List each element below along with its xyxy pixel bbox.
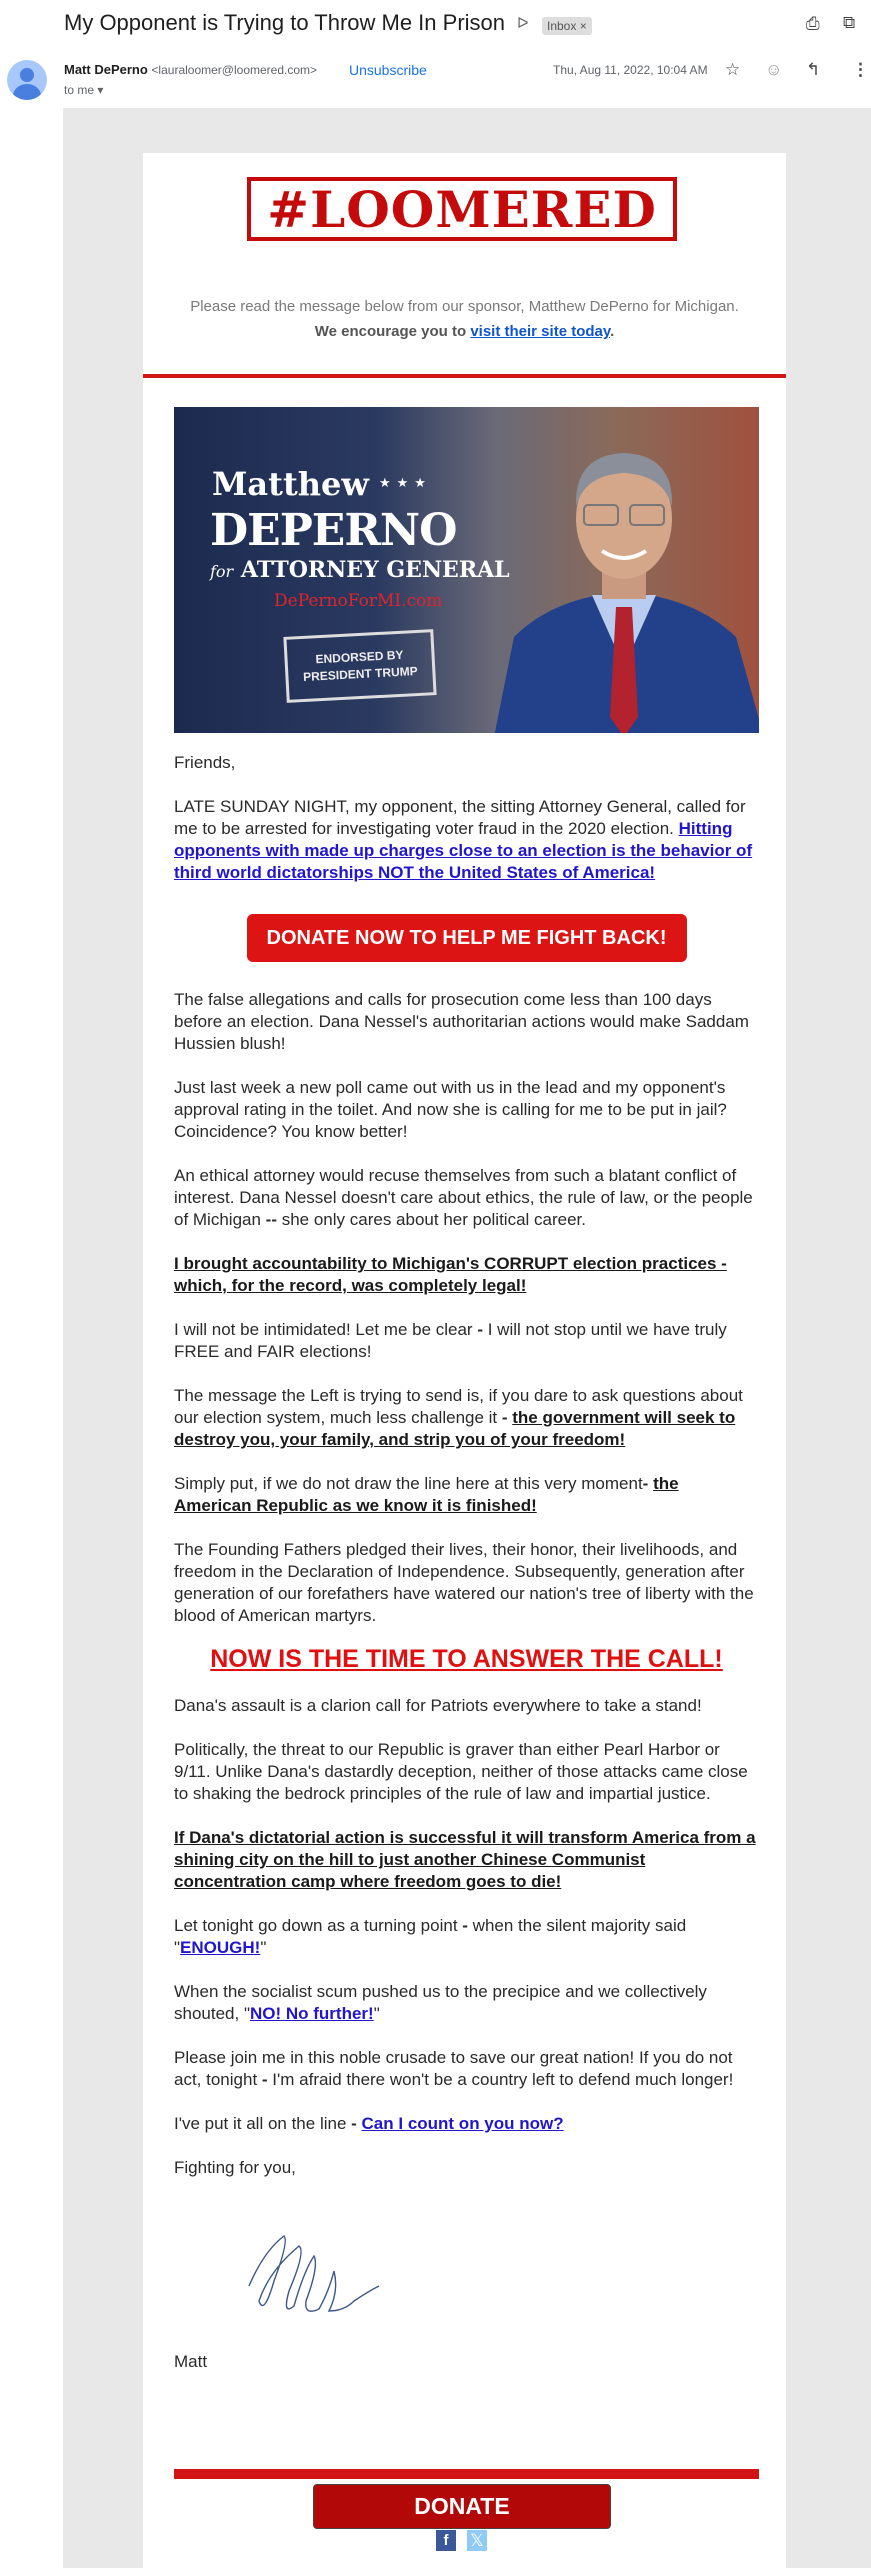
paragraph (174, 796, 759, 884)
text-segment: Simply put, if we do not draw the line here at this very moment (174, 1474, 643, 1493)
banner-last-name: DEPERNO (210, 505, 457, 556)
inline-link[interactable]: Hitting opponents with made up charges close to an election is the behavior of third world dictatorships NOT the United States of America! (174, 819, 753, 882)
open-in-new-icon[interactable]: ⧉ (843, 13, 856, 32)
paragraph (174, 1473, 759, 1517)
sponsor-line: Please read the message below from our sponsor, Matthew DePerno for Michigan. (190, 298, 739, 315)
text-segment: Matt (174, 2352, 208, 2371)
text-segment: The message the Left is trying to send is, if you dare to ask questions about our election system, much less challenge it (174, 1386, 743, 1427)
email-subject: My Opponent is Trying to Throw Me In Prison (64, 10, 505, 35)
recipients-toggle[interactable]: to me ▾ (64, 83, 104, 97)
text-segment: - (642, 1474, 654, 1493)
paragraph (174, 1695, 759, 1717)
print-icon[interactable]: ⎙ (806, 14, 820, 33)
signature-image (174, 2201, 759, 2351)
important-marker-icon[interactable]: ᐅ (517, 15, 529, 32)
text-segment: Politically, the threat to our Republic is graver than either Pearl Harbor or 9/11. Unlike Dana's dastardly deception, neither of those attacks came close to shaking the bedrock principles of the rule of law and impartial justice. (174, 1740, 748, 1803)
signature-icon (244, 2231, 384, 2321)
text-segment: When the socialist scum pushed us to the precipice and we collectively shouted, " (174, 1982, 707, 2023)
paragraph (174, 1539, 759, 1627)
text-segment: I've put it all on the line (174, 2114, 352, 2133)
endorsement-stamp (283, 629, 436, 703)
reply-icon[interactable]: ↰ (806, 60, 821, 79)
text-segment: If Dana's dictatorial action is successful it will transform America from a shining city on the hill to just another Chinese Communist concentration camp where freedom goes to die! (174, 1828, 756, 1891)
email-date: Thu, Aug 11, 2022, 10:04 AM (553, 63, 708, 77)
sponsor-note (143, 294, 786, 344)
email-card (143, 153, 786, 2568)
sender (64, 62, 317, 77)
text-segment: " (373, 2004, 380, 2023)
email-message (174, 752, 759, 2395)
banner-office (210, 557, 510, 583)
text-segment: " (260, 1938, 267, 1957)
banner-first-name: Matthew (212, 465, 369, 503)
text-segment: The Founding Fathers pledged their lives, their honor, their livelihoods, and freedom in the Declaration of Independence. Subsequently, generation after generation of our forefathers have watered our nation's tree of liberty with the blood of American martyrs. (174, 1540, 754, 1625)
facebook-icon[interactable]: f (436, 2530, 456, 2551)
paragraph (174, 1165, 759, 1231)
paragraph (174, 2113, 759, 2135)
text-segment: - (501, 1408, 513, 1427)
text-segment: - (351, 2114, 362, 2133)
inline-link[interactable]: Can I count on you now? (361, 2114, 564, 2133)
loomered-logo: #LOOMERED (247, 177, 677, 241)
text-segment: the American Republic as we know it is finished! (174, 1474, 679, 1515)
text-segment: the government will seek to destroy you, your family, and strip you of your freedom! (174, 1408, 736, 1449)
text-segment: Dana's assault is a clarion call for Patriots everywhere to take a stand! (174, 1696, 702, 1715)
more-icon[interactable]: ⋮ (852, 60, 869, 79)
text-segment: - (477, 1320, 483, 1339)
text-segment: she only cares about her political career. (277, 1210, 587, 1229)
banner-for: for (210, 562, 234, 581)
text-segment: An ethical attorney would recuse themselves from such a blatant conflict of interest. Dana Nessel doesn't care about ethics, the rule of law, or the people of Michigan (174, 1166, 753, 1229)
period: . (610, 323, 615, 340)
paragraph (174, 1827, 759, 1893)
banner-office-text: ATTORNEY GENERAL (240, 557, 510, 583)
paragraph (174, 1915, 759, 1959)
text-segment: - (462, 1916, 468, 1935)
paragraph (174, 989, 759, 1055)
divider (174, 2469, 759, 2479)
stamp-line: PRESIDENT TRUMP (302, 663, 419, 684)
text-segment: I'm afraid there won't be a country left to defend much longer! (267, 2070, 734, 2089)
text-segment: Please join me in this noble crusade to save our great nation! If you do not act, tonight (174, 2048, 733, 2089)
text-segment: I will not stop until we have truly FREE and FAIR elections! (174, 1320, 727, 1361)
text-segment: LATE SUNDAY NIGHT, my opponent, the sitting Attorney General, called for me to be arrested for investigating voter fraud in the 2020 election. (174, 797, 746, 838)
campaign-banner-image[interactable] (174, 407, 759, 733)
donate-now-button[interactable]: DONATE NOW TO HELP ME FIGHT BACK! (247, 914, 687, 962)
inbox-label-chip[interactable]: Inbox × (542, 17, 592, 35)
paragraph (174, 1077, 759, 1143)
text-segment: I will not be intimidated! Let me be clear (174, 1320, 478, 1339)
paragraph (174, 2351, 759, 2373)
text-segment: Just last week a new poll came out with us in the lead and my opponent's approval rating in the toilet. And now she is calling for me to be put in jail? Coincidence? You know better! (174, 1078, 727, 1141)
paragraph (174, 1385, 759, 1451)
text-segment: when the silent majority said " (174, 1916, 687, 1957)
paragraph (174, 1319, 759, 1363)
text-segment: Fighting for you, (174, 2158, 296, 2177)
stars-decoration: ★★★ (379, 475, 432, 490)
paragraph (174, 2157, 759, 2179)
avatar (7, 60, 47, 100)
text-segment: I brought accountability to Michigan's CORRUPT election practices - which, for the record, was completely legal! (174, 1254, 727, 1295)
sender-email: <lauraloomer@loomered.com> (151, 63, 318, 77)
text-segment: - (261, 2070, 268, 2089)
sender-name: Matt DePerno (64, 62, 148, 77)
stamp-line: ENDORSED BY (315, 647, 404, 667)
divider (143, 374, 786, 378)
inline-link[interactable]: NO! No further! (249, 2004, 374, 2023)
banner-website: DePernoForMI.com (274, 591, 443, 611)
paragraph (174, 2047, 759, 2091)
text-segment: Friends, (174, 753, 236, 772)
paragraph (174, 1739, 759, 1805)
encourage-text: We encourage you to (314, 323, 471, 340)
text-segment: Let tonight go down as a turning point (174, 1916, 463, 1935)
visit-site-link[interactable]: visit their site today (470, 323, 611, 340)
star-icon[interactable]: ☆ (725, 60, 741, 79)
donate-button[interactable]: DONATE (313, 2484, 611, 2529)
unsubscribe-link[interactable]: Unsubscribe (349, 62, 427, 78)
candidate-photo (474, 427, 759, 733)
text-segment: The false allegations and calls for prosecution come less than 100 days before an election. Dana Nessel's authoritarian actions would make Saddam Hussien blush! (174, 990, 749, 1053)
emoji-icon[interactable]: ☺ (765, 60, 783, 79)
paragraph (174, 752, 759, 774)
twitter-x-icon[interactable]: 𝕏 (467, 2530, 487, 2551)
inline-link[interactable]: ENOUGH! (180, 1938, 261, 1957)
text-segment: -- (265, 1210, 277, 1229)
headline: NOW IS THE TIME TO ANSWER THE CALL! (210, 1645, 723, 1673)
paragraph (174, 1981, 759, 2025)
paragraph (174, 1253, 759, 1297)
